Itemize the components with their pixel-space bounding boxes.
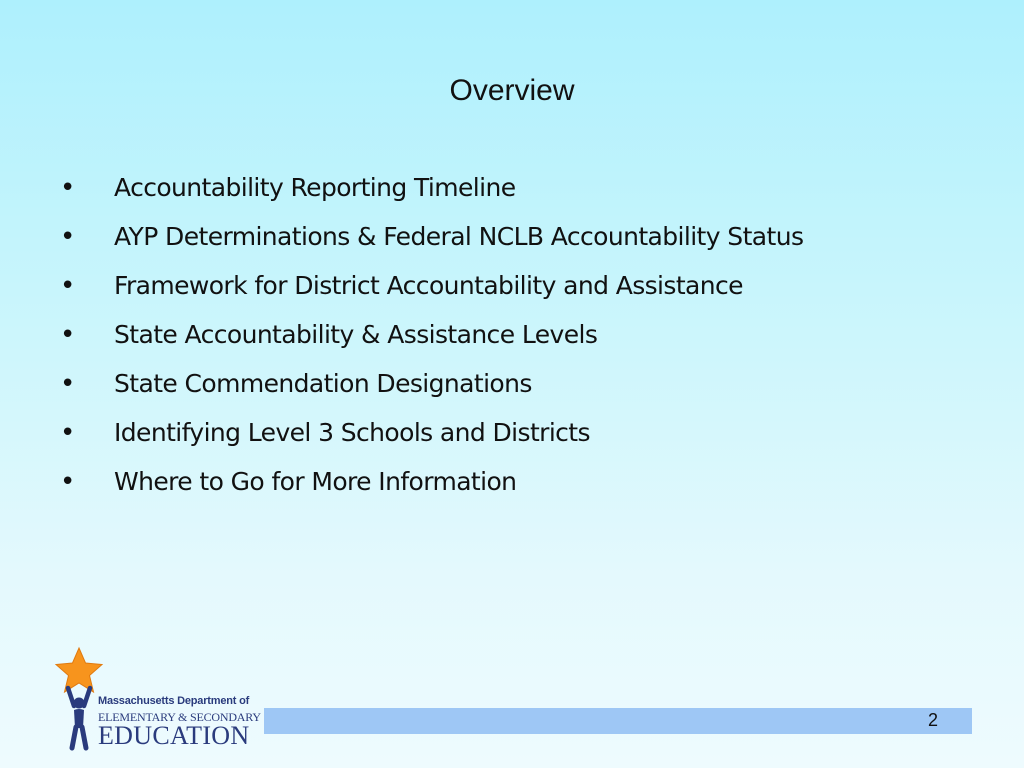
bullet-text: Framework for District Accountability and Assistance bbox=[114, 271, 743, 300]
department-logo bbox=[50, 646, 262, 752]
bullet-icon: • bbox=[60, 369, 76, 399]
bullet-text: AYP Determinations & Federal NCLB Accountability Status bbox=[114, 222, 804, 251]
bullet-text: State Accountability & Assistance Levels bbox=[114, 320, 598, 349]
bullet-icon: • bbox=[60, 271, 76, 301]
bullet-text: Accountability Reporting Timeline bbox=[114, 173, 516, 202]
logo-text-line2: ELEMENTARY & SECONDARY bbox=[98, 710, 261, 724]
bullet-icon: • bbox=[60, 222, 76, 252]
bullet-text: Identifying Level 3 Schools and Districts bbox=[114, 418, 590, 447]
bullet-text: State Commendation Designations bbox=[114, 369, 532, 398]
footer-bar bbox=[264, 708, 972, 734]
bullet-text: Where to Go for More Information bbox=[114, 467, 517, 496]
bullet-icon: • bbox=[60, 320, 76, 350]
bullet-icon: • bbox=[60, 418, 76, 448]
bullet-icon: • bbox=[60, 467, 76, 497]
logo-text-line1: Massachusetts Department of bbox=[98, 695, 250, 707]
bullet-icon: • bbox=[60, 173, 76, 203]
slide-title: Overview bbox=[449, 74, 575, 107]
logo-text-line3: EDUCATION bbox=[98, 721, 250, 750]
page-number: 2 bbox=[927, 710, 938, 730]
